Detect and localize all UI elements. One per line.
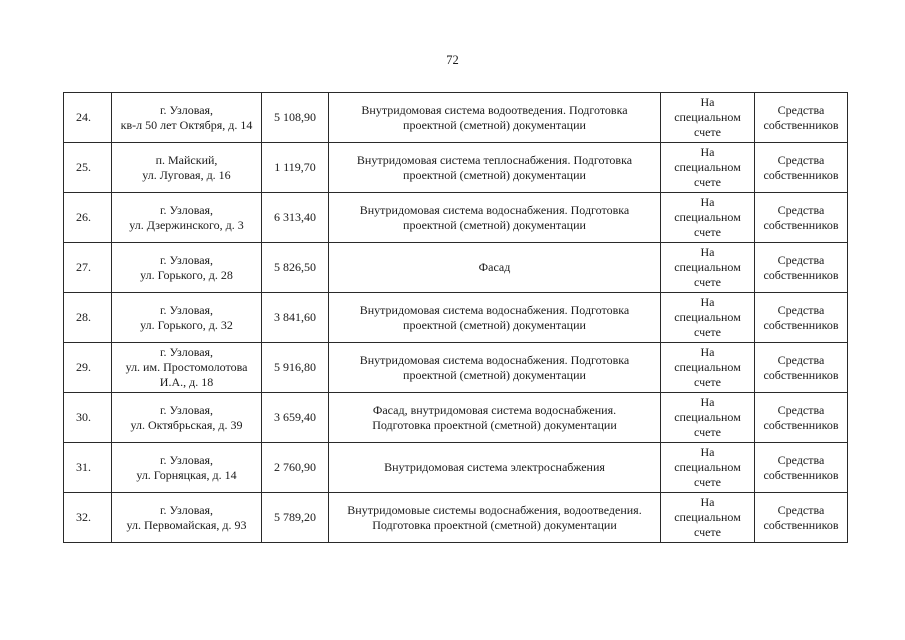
work-type-line: Внутридомовые системы водоснабжения, водоотведения. [347, 502, 642, 517]
funding-source-line: собственников [763, 517, 839, 532]
address-line: ул. Дзержинского, д. 3 [129, 217, 244, 232]
account-line: На [700, 295, 715, 309]
address-line: кв-л 50 лет Октября, д. 14 [120, 117, 253, 132]
table-body [64, 93, 848, 543]
account-line: специальном [674, 260, 741, 274]
work-type-line: проектной (сметной) документации [403, 367, 586, 382]
work-type-cell [329, 493, 661, 543]
row-number: 30. [64, 393, 112, 443]
funding-source-cell [755, 443, 848, 493]
works-table [63, 92, 848, 543]
account-cell [661, 293, 755, 343]
address-cell [112, 193, 262, 243]
work-type-cell [329, 93, 661, 143]
account-line: На [700, 245, 715, 259]
account-cell [661, 393, 755, 443]
account-line: специальном [674, 360, 741, 374]
address-line: ул. Луговая, д. 16 [142, 167, 231, 182]
work-type-line: проектной (сметной) документации [403, 317, 586, 332]
work-type-line: Подготовка проектной (сметной) документации [372, 517, 617, 532]
account-cell [661, 243, 755, 293]
account-line: На [700, 345, 715, 359]
row-number: 27. [64, 243, 112, 293]
row-number: 25. [64, 143, 112, 193]
row-number: 28. [64, 293, 112, 343]
address-cell [112, 343, 262, 393]
account-line: На [700, 395, 715, 409]
address-line: п. Майский, [155, 152, 218, 167]
table-row [64, 443, 848, 493]
funding-source-line: собственников [763, 217, 839, 232]
funding-source-line: собственников [763, 317, 839, 332]
address-line: ул. Октябрьская, д. 39 [130, 417, 243, 432]
work-type-line: проектной (сметной) документации [403, 117, 586, 132]
funding-source-line: собственников [763, 117, 839, 132]
table-row [64, 193, 848, 243]
account-line: счете [693, 525, 722, 539]
row-number: 32. [64, 493, 112, 543]
funding-source-line: собственников [763, 367, 839, 382]
address-line: ул. Первомайская, д. 93 [126, 517, 247, 532]
funding-source-cell [755, 343, 848, 393]
table-row [64, 243, 848, 293]
area-cell: 3 659,40 [262, 393, 329, 443]
account-cell [661, 343, 755, 393]
account-line: специальном [674, 460, 741, 474]
area-cell: 5 826,50 [262, 243, 329, 293]
address-cell [112, 393, 262, 443]
address-cell [112, 443, 262, 493]
address-cell [112, 293, 262, 343]
area-cell: 5 108,90 [262, 93, 329, 143]
funding-source-line: Средства [777, 152, 825, 167]
address-line: И.А., д. 18 [159, 375, 214, 389]
funding-source-line: собственников [763, 417, 839, 432]
funding-source-cell [755, 393, 848, 443]
account-cell [661, 143, 755, 193]
account-cell [661, 93, 755, 143]
account-line: На [700, 145, 715, 159]
account-line: счете [693, 475, 722, 489]
work-type-line: Внутридомовая система теплоснабжения. Подготовка [356, 152, 633, 167]
account-line: счете [693, 125, 722, 139]
account-line: На [700, 95, 715, 109]
row-number: 24. [64, 93, 112, 143]
address-line: г. Узловая, [159, 302, 214, 317]
row-number: 31. [64, 443, 112, 493]
area-cell: 5 789,20 [262, 493, 329, 543]
work-type-line: проектной (сметной) документации [403, 217, 586, 232]
funding-source-line: Средства [777, 102, 825, 117]
work-type-cell [329, 243, 661, 293]
address-line: г. Узловая, [159, 452, 214, 467]
funding-source-cell [755, 293, 848, 343]
account-line: На [700, 195, 715, 209]
area-cell: 6 313,40 [262, 193, 329, 243]
area-cell: 2 760,90 [262, 443, 329, 493]
work-type-cell [329, 393, 661, 443]
account-line: счете [693, 425, 722, 439]
area-cell: 5 916,80 [262, 343, 329, 393]
work-type-line: Внутридомовая система электроснабжения [384, 460, 605, 474]
work-type-line: проектной (сметной) документации [403, 167, 586, 182]
work-type-cell [329, 193, 661, 243]
address-line: г. Узловая, [159, 345, 214, 359]
account-line: специальном [674, 110, 741, 124]
work-type-line: Подготовка проектной (сметной) документации [372, 417, 617, 432]
address-cell [112, 93, 262, 143]
work-type-line: Внутридомовая система водоснабжения. Подготовка [359, 202, 630, 217]
funding-source-cell [755, 193, 848, 243]
funding-source-line: Средства [777, 302, 825, 317]
work-type-line: Фасад, внутридомовая система водоснабжения. [372, 402, 617, 417]
address-line: ул. им. Простомолотова [125, 360, 248, 374]
work-type-line: Фасад [478, 260, 511, 274]
account-cell [661, 193, 755, 243]
address-line: ул. Горького, д. 32 [140, 317, 233, 332]
work-type-cell [329, 293, 661, 343]
account-cell [661, 493, 755, 543]
area-cell: 1 119,70 [262, 143, 329, 193]
address-cell [112, 143, 262, 193]
work-type-cell [329, 343, 661, 393]
address-line: ул. Горняцкая, д. 14 [136, 467, 237, 482]
account-line: счете [693, 275, 722, 289]
address-line: ул. Горького, д. 28 [140, 267, 233, 282]
work-type-line: Внутридомовая система водоснабжения. Подготовка [359, 352, 630, 367]
table-row [64, 143, 848, 193]
table-row [64, 493, 848, 543]
funding-source-line: собственников [763, 467, 839, 482]
account-line: На [700, 445, 715, 459]
account-line: счете [693, 325, 722, 339]
row-number: 29. [64, 343, 112, 393]
table-row [64, 93, 848, 143]
account-line: специальном [674, 510, 741, 524]
row-number: 26. [64, 193, 112, 243]
work-type-cell [329, 443, 661, 493]
address-line: г. Узловая, [159, 202, 214, 217]
funding-source-line: собственников [763, 267, 839, 282]
area-cell: 3 841,60 [262, 293, 329, 343]
account-cell [661, 443, 755, 493]
address-cell [112, 493, 262, 543]
account-line: счете [693, 225, 722, 239]
funding-source-cell [755, 493, 848, 543]
account-line: специальном [674, 210, 741, 224]
work-type-line: Внутридомовая система водоснабжения. Подготовка [359, 302, 630, 317]
funding-source-line: Средства [777, 502, 825, 517]
funding-source-cell [755, 143, 848, 193]
address-line: г. Узловая, [159, 402, 214, 417]
funding-source-line: Средства [777, 252, 825, 267]
funding-source-line: Средства [777, 402, 825, 417]
work-type-cell [329, 143, 661, 193]
work-type-line: Внутридомовая система водоотведения. Подготовка [361, 102, 628, 117]
account-line: специальном [674, 410, 741, 424]
account-line: специальном [674, 160, 741, 174]
account-line: На [700, 495, 715, 509]
account-line: счете [693, 175, 722, 189]
address-line: г. Узловая, [159, 252, 214, 267]
table-row [64, 293, 848, 343]
funding-source-line: Средства [777, 202, 825, 217]
funding-source-line: Средства [777, 452, 825, 467]
account-line: счете [693, 375, 722, 389]
funding-source-cell [755, 243, 848, 293]
table-row [64, 393, 848, 443]
funding-source-line: собственников [763, 167, 839, 182]
address-cell [112, 243, 262, 293]
address-line: г. Узловая, [159, 502, 214, 517]
funding-source-line: Средства [777, 352, 825, 367]
account-line: специальном [674, 310, 741, 324]
page-number: 72 [446, 53, 459, 67]
table-row [64, 343, 848, 393]
funding-source-cell [755, 93, 848, 143]
address-line: г. Узловая, [159, 102, 214, 117]
